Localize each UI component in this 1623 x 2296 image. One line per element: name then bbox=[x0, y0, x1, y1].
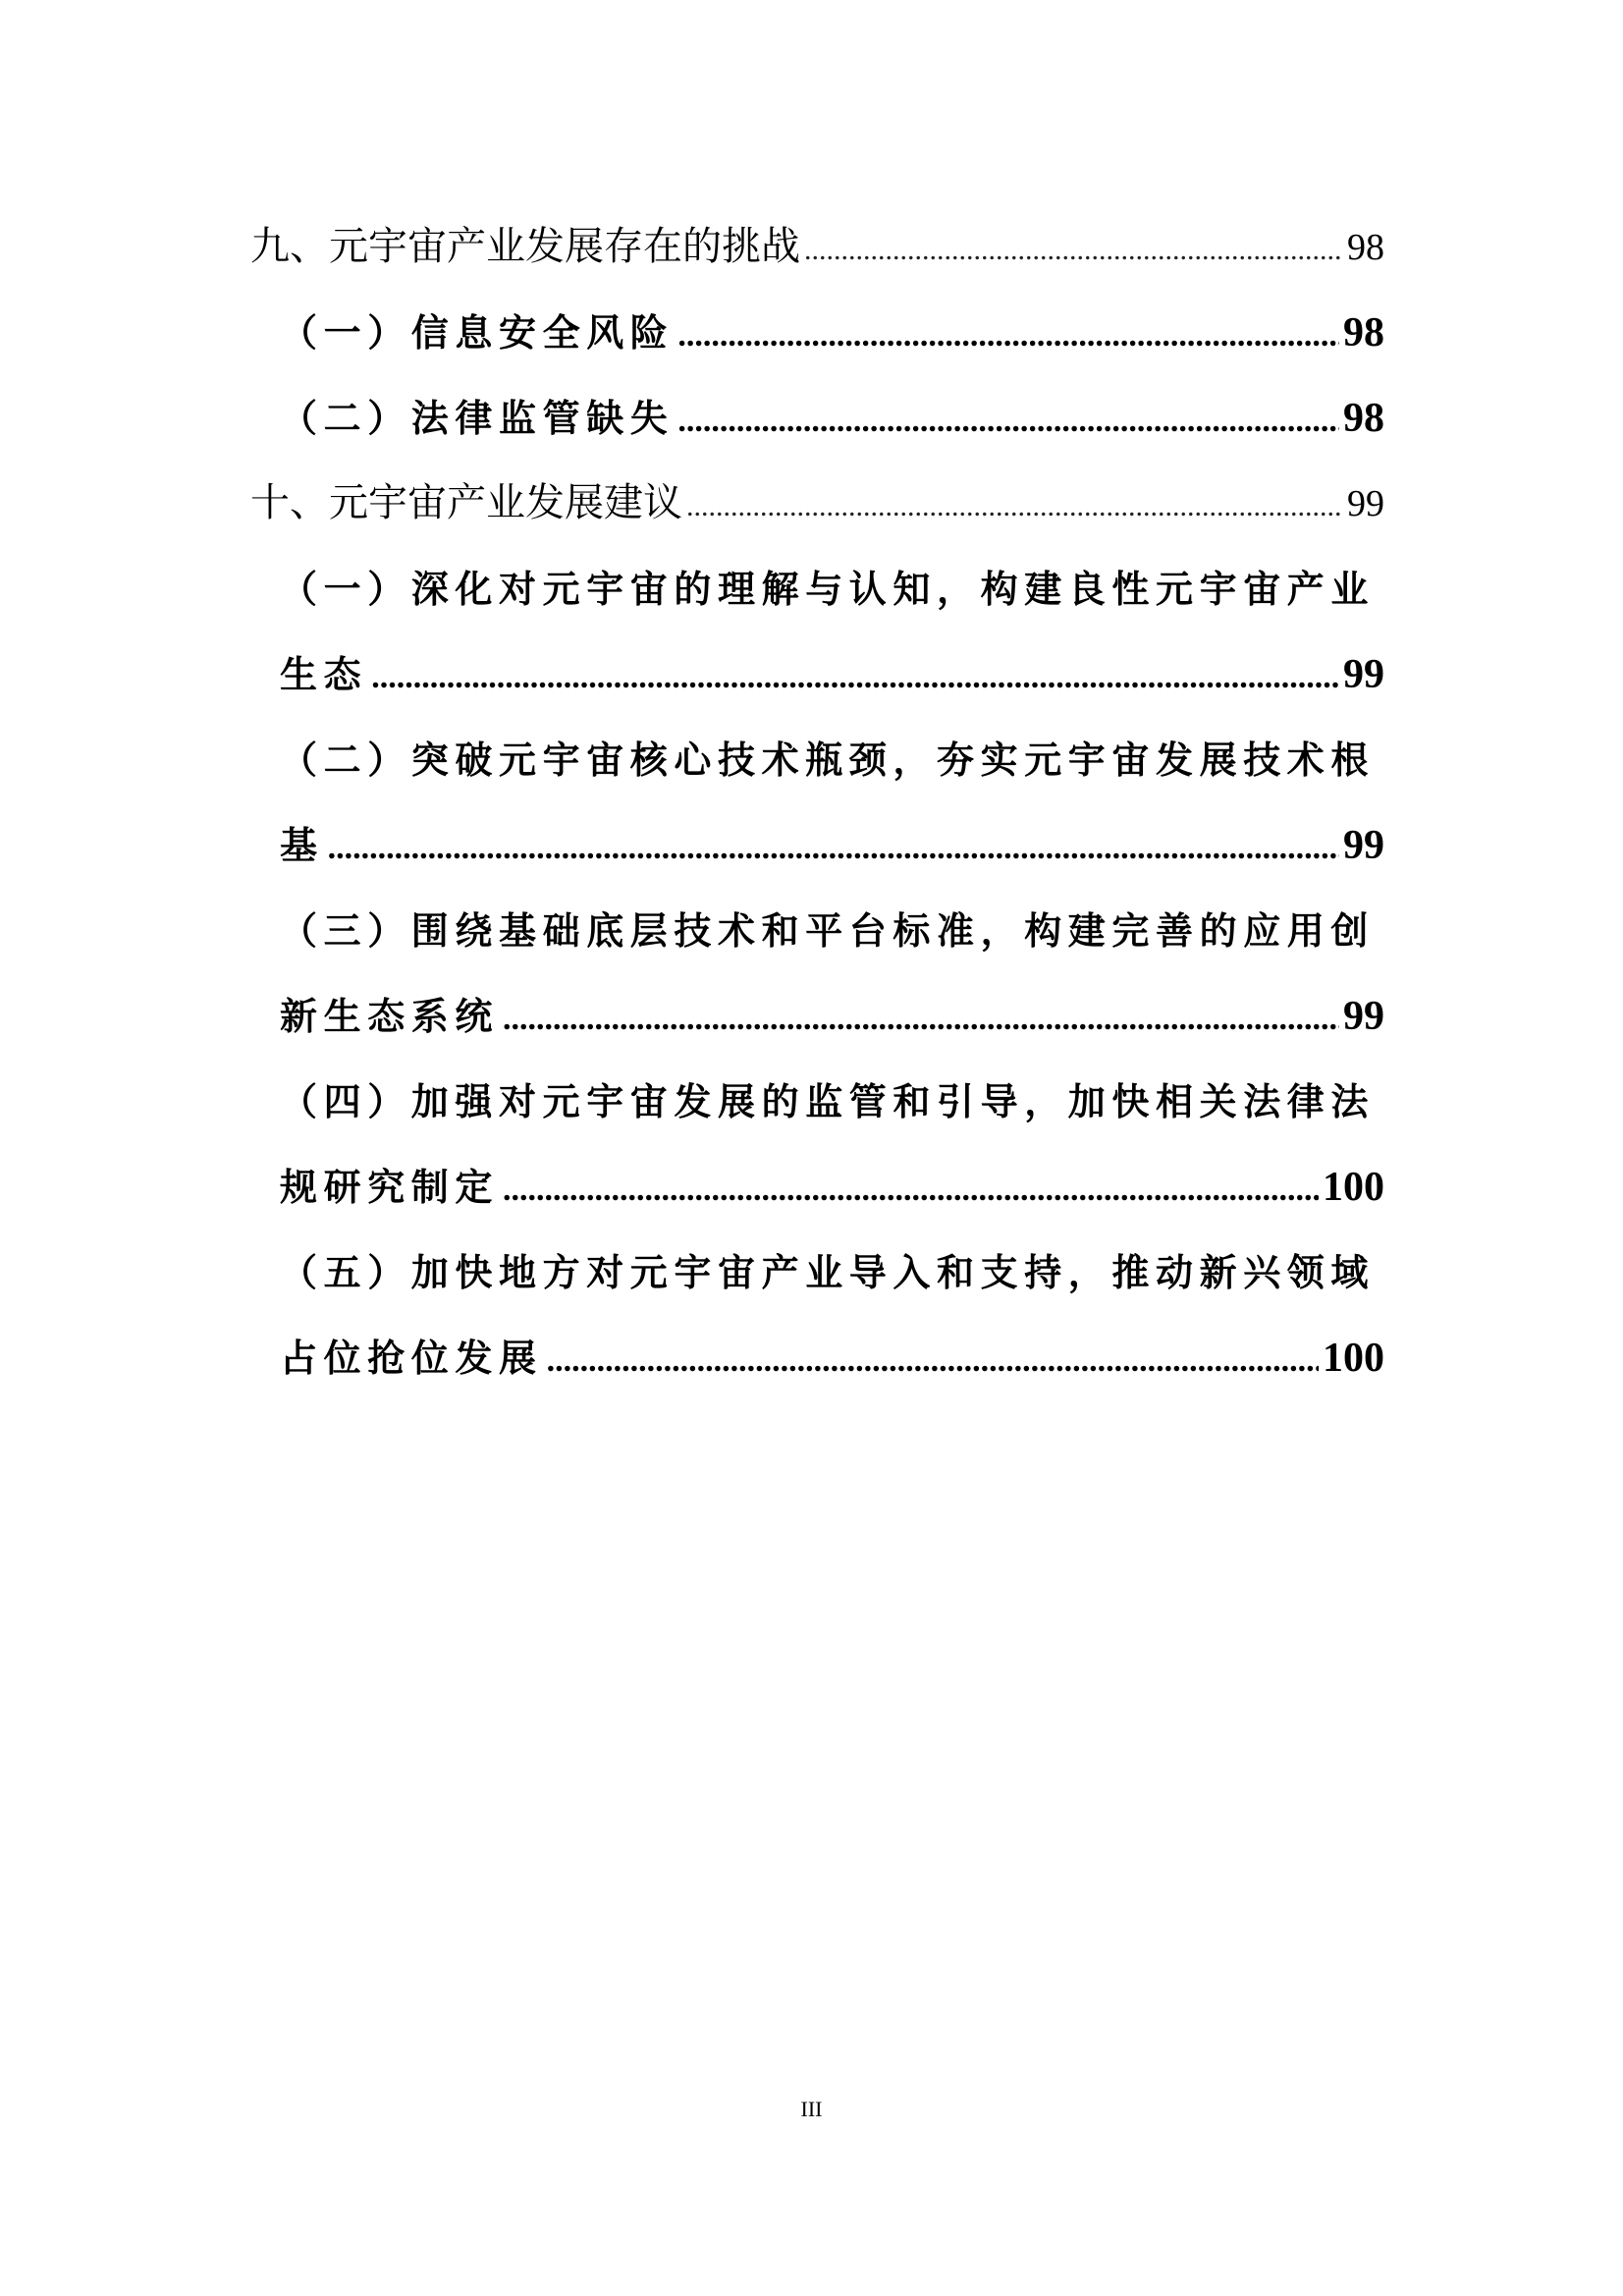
toc-entry-chapter-10[interactable] bbox=[250, 461, 1384, 546]
toc-entry-title: 九、元宇宙产业发展存在的挑战 bbox=[250, 224, 800, 269]
toc-entry-page: 98 bbox=[1343, 310, 1384, 355]
toc-entry-title-line2: 新生态系统 bbox=[280, 994, 500, 1038]
toc-entry-page: 98 bbox=[1347, 227, 1384, 268]
page-footer bbox=[0, 2097, 1623, 2122]
toc-entry-title-line2: 占位抢位发展 bbox=[280, 1336, 543, 1380]
toc-entry-section-9-2[interactable] bbox=[250, 375, 1384, 461]
toc-entry-title-line2: 基 bbox=[280, 823, 324, 867]
dot-leader bbox=[328, 805, 1339, 891]
toc-entry-title-line1: （一）深化对元宇宙的理解与认知，构建良性元宇宙产业 bbox=[280, 567, 1376, 611]
toc-entry-chapter-9[interactable] bbox=[250, 204, 1384, 290]
toc-entry-page: 99 bbox=[1343, 994, 1384, 1039]
toc-entry-page: 100 bbox=[1323, 1336, 1384, 1381]
toc-entry-section-10-5[interactable] bbox=[250, 1230, 1384, 1400]
toc-entry-title-line1: （二）突破元宇宙核心技术瓶颈，夯实元宇宙发展技术根 bbox=[280, 738, 1376, 782]
table-of-contents bbox=[250, 204, 1384, 1400]
toc-entry-section-10-2[interactable] bbox=[250, 717, 1384, 888]
toc-entry-page: 99 bbox=[1343, 652, 1384, 697]
toc-entry-section-10-1[interactable] bbox=[250, 546, 1384, 717]
toc-entry-title-line1: （三）围绕基础底层技术和平台标准，构建完善的应用创 bbox=[280, 908, 1376, 953]
toc-entry-title-line2: 生态 bbox=[280, 652, 368, 696]
dot-leader bbox=[677, 378, 1339, 464]
toc-entry-section-9-1[interactable] bbox=[250, 290, 1384, 375]
dot-leader bbox=[677, 293, 1339, 378]
toc-entry-title-line1: （四）加强对元宇宙发展的监管和引导，加快相关法律法 bbox=[280, 1079, 1376, 1123]
toc-entry-page: 98 bbox=[1343, 396, 1384, 441]
dot-leader bbox=[547, 1318, 1319, 1403]
toc-entry-title-line1: （五）加快地方对元宇宙产业导入和支持，推动新兴领域 bbox=[280, 1250, 1376, 1294]
dot-leader bbox=[371, 634, 1339, 720]
dot-leader bbox=[503, 976, 1339, 1062]
dot-leader bbox=[503, 1147, 1319, 1232]
toc-entry-title: 十、元宇宙产业发展建议 bbox=[250, 480, 682, 525]
toc-entry-page: 99 bbox=[1343, 823, 1384, 868]
toc-entry-section-10-3[interactable] bbox=[250, 888, 1384, 1059]
toc-entry-page: 100 bbox=[1323, 1165, 1384, 1210]
footer-page-number: III bbox=[800, 2097, 823, 2121]
toc-entry-title: （二）法律监管缺失 bbox=[280, 396, 675, 440]
dot-leader bbox=[686, 464, 1343, 549]
dot-leader bbox=[804, 207, 1343, 293]
toc-entry-title-line2: 规研究制定 bbox=[280, 1165, 500, 1209]
toc-entry-title: （一）信息安全风险 bbox=[280, 310, 675, 355]
toc-entry-page: 99 bbox=[1347, 483, 1384, 524]
toc-entry-section-10-4[interactable] bbox=[250, 1059, 1384, 1230]
